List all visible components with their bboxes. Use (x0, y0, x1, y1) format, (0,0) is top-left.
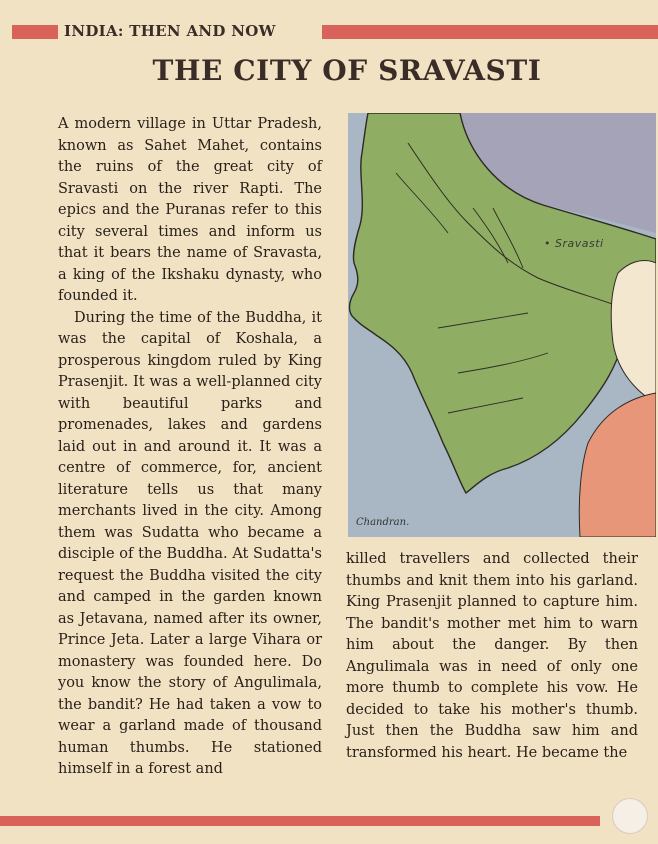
paragraph-3: killed travellers and collected their thumbs and knit them into his garland. King Prasenjit planned to capture him. The bandit's mother met him to warn him about the danger. By then Angulimala was in need of only one more thumb to complete his vow. He decided to take his mother's thumb. Just then the Buddha saw him and transformed his heart. He became the (346, 551, 638, 761)
header-band-right (322, 25, 658, 39)
artist-signature: Chandran. (356, 517, 410, 528)
place-label-sravasti: • Sravasti (544, 237, 604, 250)
page-title: THE CITY OF SRAVASTI (152, 54, 542, 87)
section-label: INDIA: THEN AND NOW (64, 22, 276, 40)
india-map (348, 113, 656, 537)
paragraph-1: A modern village in Uttar Pradesh, known as Sahet Mahet, contains the ruins of the great city of Sravasti on the river Rapti. The epics and the Puranas refer to this city several times and inform us that it bears the name of Sravasta, a king of the Ikshaku dynasty, who founded it. (58, 116, 322, 304)
scanner-logo-icon (612, 798, 648, 834)
article-right-column (346, 549, 638, 764)
header-band-left (12, 25, 58, 39)
footer-band (0, 816, 600, 826)
map-illustration (348, 113, 656, 537)
article-left-column (58, 114, 322, 781)
paragraph-2: During the time of the Buddha, it was the capital of Koshala, a prosperous kingdom ruled by King Prasenjit. It was a well-planned city with beautiful parks and promenades, lakes and gardens laid out in and around it. It was a centre of commerce, for, ancient literature tells us that many merchants lived in the city. Among them was Sudatta who became a disciple of the Buddha. At Sudatta's request the Buddha visited the city and camped in the garden known as Jetavana, named after its owner, Prince Jeta. Later a large Vihara or monastery was founded here. Do you know the story of Angulimala, the bandit? He had taken a vow to wear a garland made of thousand human thumbs. He stationed himself in a forest and (58, 309, 322, 777)
